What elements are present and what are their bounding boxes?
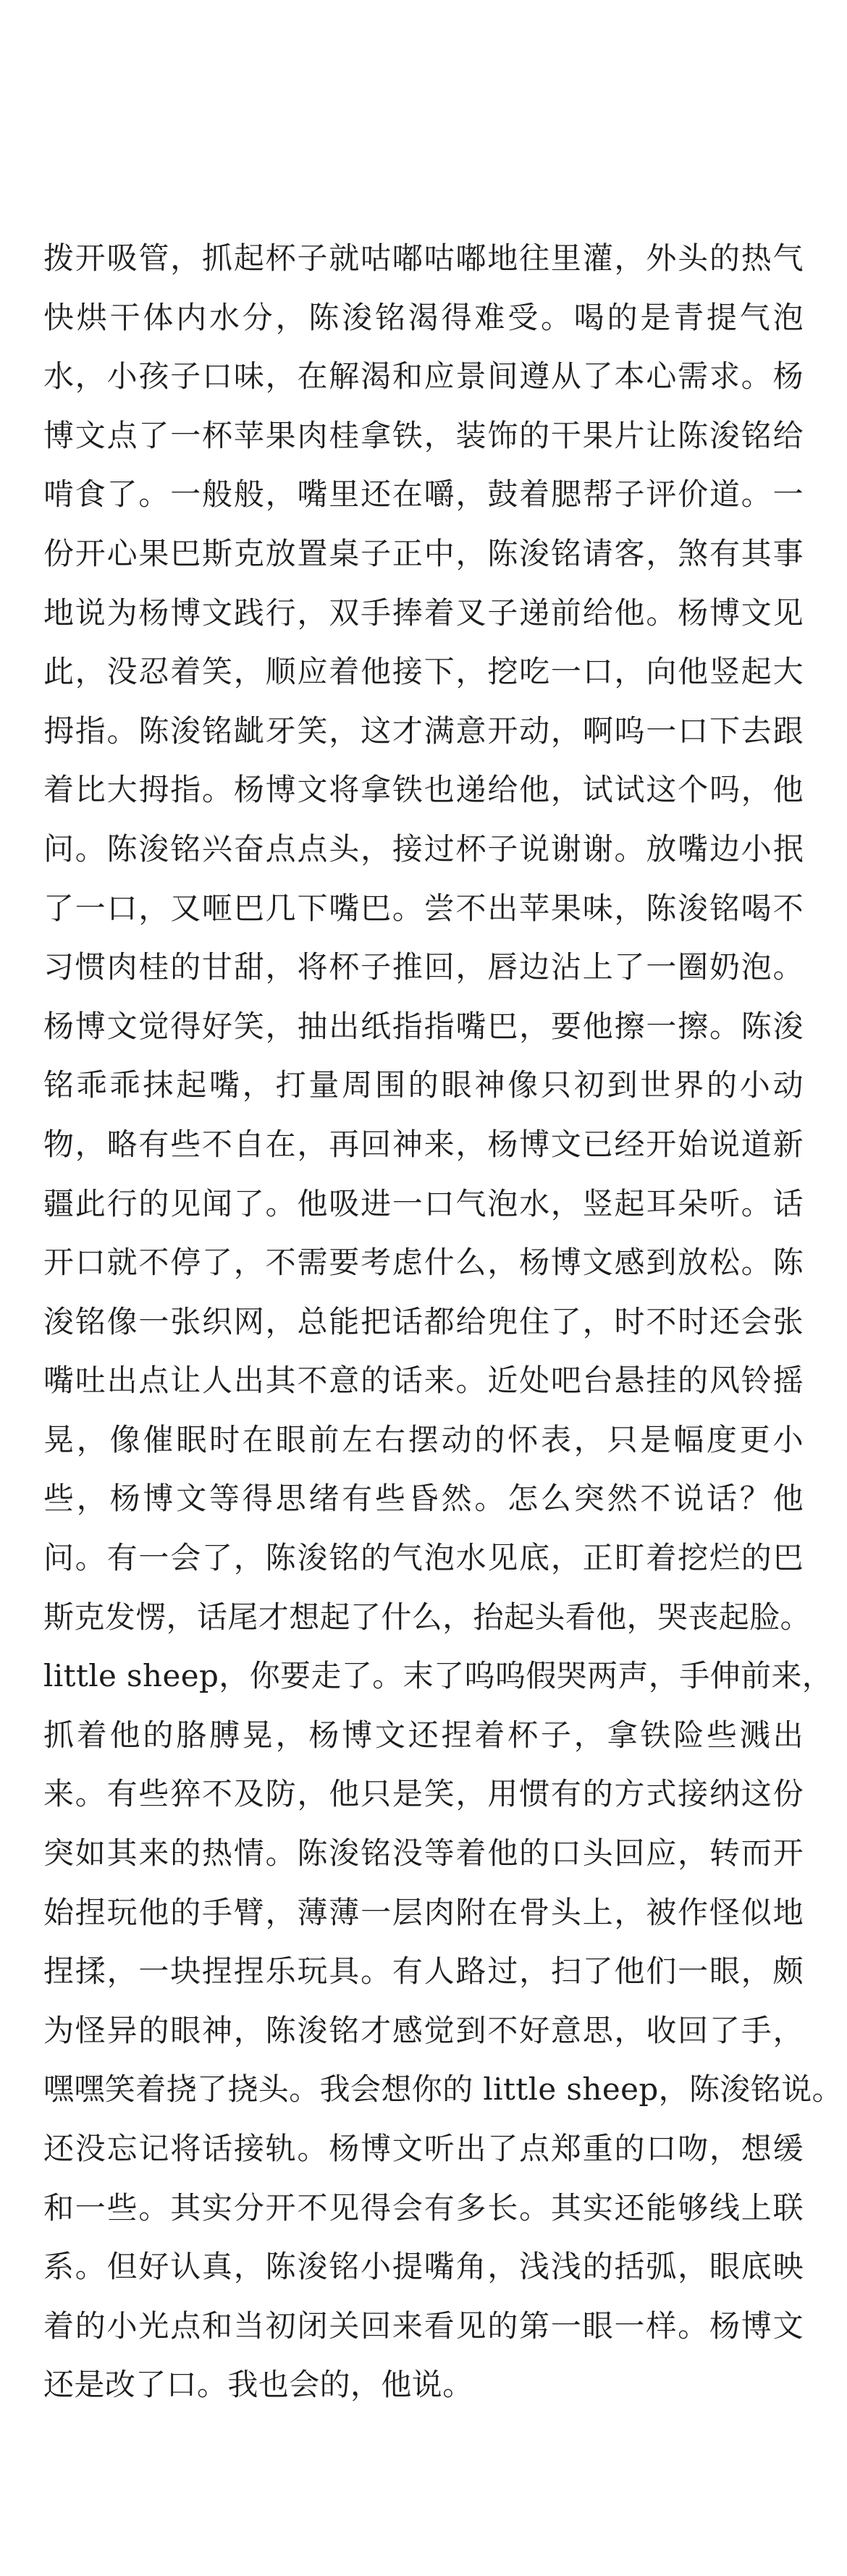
text-line: 晃，像催眠时在眼前左右摆动的怀表，只是幅度更小 xyxy=(43,1421,804,1457)
text-line: 为怪异的眼神，陈浚铭才感觉到不好意思，收回了手， xyxy=(43,2012,804,2048)
text-line: 突如其来的热情。陈浚铭没等着他的口头回应，转而开 xyxy=(43,1835,804,1872)
text-line: little sheep，你要走了。末了呜呜假哭两声，手伸前来， xyxy=(43,1658,833,1694)
text-line: 斯克发愣，话尾才想起了什么，抬起头看他，哭丧起脸。 xyxy=(43,1599,812,1635)
text-line: 着的小光点和当初闭关回来看见的第一眼一样。杨博文 xyxy=(43,2307,804,2344)
text-line: 拨开吸管，抓起杯子就咕嘟咕嘟地往里灌，外头的热气 xyxy=(43,240,804,276)
text-line: 地说为杨博文践行，双手捧着叉子递前给他。杨博文见 xyxy=(43,594,804,631)
text-line: 此，没忍着笑，顺应着他接下，挖吃一口，向他竖起大 xyxy=(43,654,804,690)
text-line: 杨博文觉得好笑，抽出纸指指嘴巴，要他擦一擦。陈浚 xyxy=(43,1008,804,1044)
text-line: 着比大拇指。杨博文将拿铁也递给他，试试这个吗，他 xyxy=(43,772,804,808)
text-line: 浚铭像一张织网，总能把话都给兜住了，时不时还会张 xyxy=(43,1303,804,1339)
text-line: 捏揉，一块捏捏乐玩具。有人路过，扫了他们一眼，颇 xyxy=(43,1953,804,1990)
text-line: 快烘干体内水分，陈浚铭渴得难受。喝的是青提气泡 xyxy=(43,299,804,335)
text-line: 铭乖乖抹起嘴，打量周围的眼神像只初到世界的小动 xyxy=(43,1067,804,1103)
text-line: 了一口，又咂巴几下嘴巴。尝不出苹果味，陈浚铭喝不 xyxy=(43,890,804,926)
text-line: 博文点了一杯苹果肉桂拿铁，装饰的干果片让陈浚铭给 xyxy=(43,417,804,453)
text-line: 嘴吐出点让人出其不意的话来。近处吧台悬挂的风铃摇 xyxy=(43,1363,804,1399)
text-line: 来。有些猝不及防，他只是笑，用惯有的方式接纳这份 xyxy=(43,1776,804,1812)
text-line: 问。陈浚铭兴奋点点头，接过杯子说谢谢。放嘴边小抿 xyxy=(43,830,804,867)
text-line: 系。但好认真，陈浚铭小提嘴角，浅浅的括弧，眼底映 xyxy=(43,2249,804,2285)
text-line: 和一些。其实分开不见得会有多长。其实还能够线上联 xyxy=(43,2189,804,2226)
text-line: 抓着他的胳膊晃，杨博文还捏着杯子，拿铁险些溅出 xyxy=(43,1717,804,1753)
text-line: 啃食了。一般般，嘴里还在嚼，鼓着腮帮子评价道。一 xyxy=(43,476,804,513)
article-body xyxy=(43,229,843,2415)
text-line: 水，小孩子口味，在解渴和应景间遵从了本心需求。杨 xyxy=(43,358,804,395)
text-line: 疆此行的见闻了。他吸进一口气泡水，竖起耳朵听。话 xyxy=(43,1185,804,1221)
text-line: 还是改了口。我也会的，他说。 xyxy=(43,2367,473,2403)
text-line: 问。有一会了，陈浚铭的气泡水见底，正盯着挖烂的巴 xyxy=(43,1540,804,1576)
text-line: 开口就不停了，不需要考虑什么，杨博文感到放松。陈 xyxy=(43,1245,804,1281)
text-line: 物，略有些不自在，再回神来，杨博文已经开始说道新 xyxy=(43,1126,804,1162)
text-line: 份开心果巴斯克放置桌子正中，陈浚铭请客，煞有其事 xyxy=(43,535,804,571)
text-line: 还没忘记将话接轨。杨博文听出了点郑重的口吻，想缓 xyxy=(43,2131,804,2166)
text-line: 拇指。陈浚铭龇牙笑，这才满意开动，啊呜一口下去跟 xyxy=(43,712,804,749)
text-line: 些，杨博文等得思绪有些昏然。怎么突然不说话？他 xyxy=(43,1481,804,1517)
text-line: 始捏玩他的手臂，薄薄一层肉附在骨头上，被作怪似地 xyxy=(43,1894,804,1930)
text-line: 嘿嘿笑着挠了挠头。我会想你的 little sheep，陈浚铭说。 xyxy=(43,2071,843,2108)
text-line: 习惯肉桂的甘甜，将杯子推回，唇边沾上了一圈奶泡。 xyxy=(43,949,804,985)
